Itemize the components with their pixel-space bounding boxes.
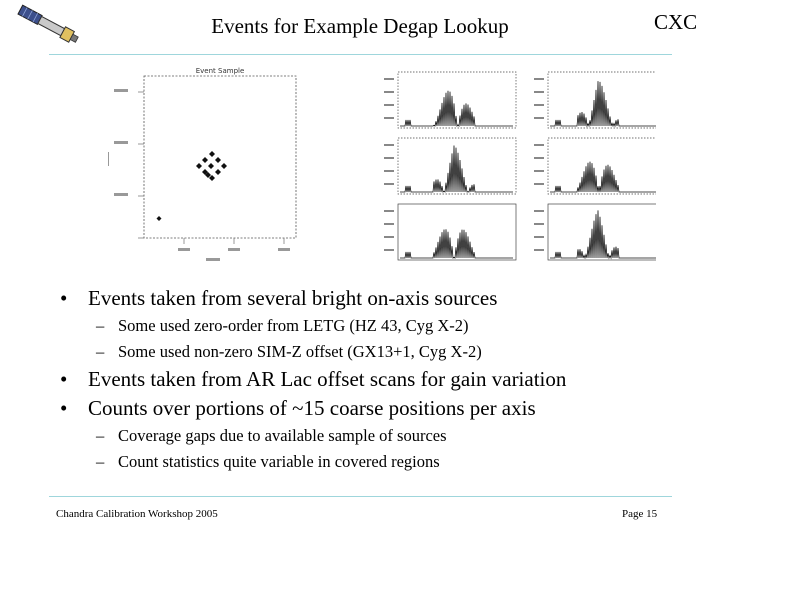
histogram-panel-2 [384,138,516,194]
slide-title: Events for Example Degap Lookup [211,14,509,38]
footer-rule [49,496,672,497]
bullet-marker: • [60,286,68,310]
histogram-panel-0 [384,72,516,128]
bullet-marker: – [96,316,105,335]
org-label: CXC [654,10,698,34]
bullet-item-3 [60,365,740,394]
histogram-panel-group [384,72,656,260]
sub-bullet-item-5 [60,423,740,449]
bullet-marker: – [96,426,105,445]
bullet-text: Some used non-zero SIM-Z offset (GX13+1, Cyg X-2) [118,342,482,361]
bullet-text: Count statistics quite variable in covered regions [118,452,440,471]
sub-bullet-item-2 [60,339,740,365]
bullet-marker: • [60,396,68,420]
left-plot-ticks [108,89,290,261]
histogram-panel-5 [534,204,656,260]
footer-page-number: Page 15 [622,508,658,520]
bullet-text: Counts over portions of ~15 coarse positions per axis [88,396,536,420]
bullet-marker: • [60,367,68,391]
bullet-text: Coverage gaps due to available sample of sources [118,426,447,445]
histogram-panel-4 [384,204,516,260]
sub-bullet-item-6 [60,449,740,475]
event-sample-plot [108,62,308,268]
bullet-marker: – [96,342,105,361]
left-plot-points [157,151,228,221]
bullet-marker: – [96,452,105,471]
histogram-panel-1 [534,72,656,128]
bullet-text: Events taken from AR Lac offset scans for gain variation [88,367,567,391]
bullet-item-0 [60,284,740,313]
histogram-panel-3 [534,138,656,194]
bullet-list [60,284,740,475]
left-plot-frame [144,76,296,238]
bullet-text: Some used zero-order from LETG (HZ 43, Cyg X-2) [118,316,469,335]
header-rule [49,54,672,55]
left-plot-title: Event Sample [195,67,245,75]
sub-bullet-item-1 [60,313,740,339]
degap-histogram-panels [378,66,656,264]
bullet-item-4 [60,394,740,423]
footer-workshop: Chandra Calibration Workshop 2005 [56,508,218,520]
bullet-text: Events taken from several bright on-axis sources [88,286,498,310]
